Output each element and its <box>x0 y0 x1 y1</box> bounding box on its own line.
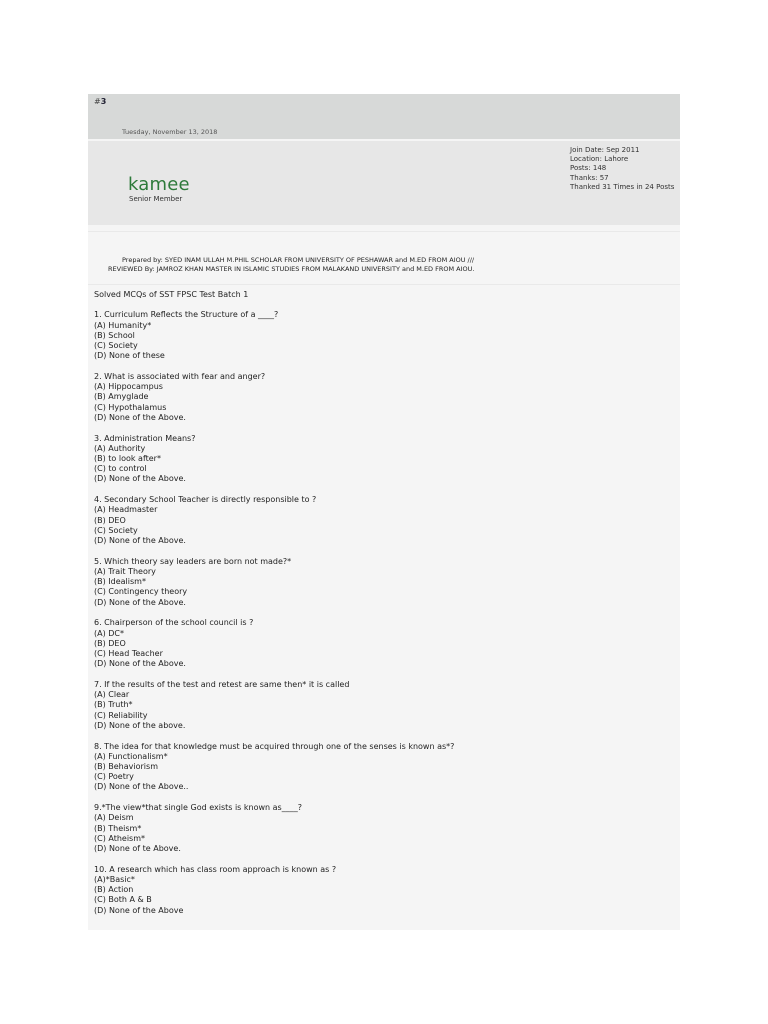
answer-option: (B) DEO <box>94 638 126 648</box>
question-item <box>94 742 674 793</box>
user-stats <box>570 146 674 192</box>
reviewed-by: REVIEWED By: JAMROZ KHAN MASTER IN ISLAMIC STUDIES FROM MALAKAND UNIVERSITY and M.ED FROM AIOU. <box>108 265 475 273</box>
question-text: 2. What is associated with fear and anger? <box>94 372 266 381</box>
answer-option: (B) to look after* <box>94 454 161 464</box>
question-text: 10. A research which has class room approach is known as ? <box>94 864 337 874</box>
answer-option: (D) None of the Above. <box>94 474 186 484</box>
question-text: 7. If the results of the test and retest are same then* it is called <box>94 680 350 690</box>
post-date: Tuesday, November 13, 2018 <box>122 128 218 136</box>
answer-option: (C) to control <box>94 464 147 474</box>
question-item <box>94 372 674 423</box>
question-item <box>94 434 674 485</box>
answer-option: (B) School <box>94 330 135 340</box>
answer-option: (C) Head Teacher <box>94 649 163 659</box>
answer-option: (D) None of the Above <box>94 905 184 915</box>
answer-option: (D) None of the Above. <box>94 536 186 546</box>
question-text: 6. Chairperson of the school council is ? <box>94 618 254 628</box>
answer-option: (A) Hippocampus <box>94 382 163 392</box>
forum-post <box>88 94 680 930</box>
answer-option: (C) Society <box>94 341 138 350</box>
answer-option: (D) None of the above. <box>94 720 186 730</box>
answer-option: (C) Contingency theory <box>94 587 188 597</box>
divider <box>88 231 680 232</box>
answer-option: (A) Humanity* <box>94 320 152 330</box>
question-item <box>94 680 674 731</box>
answer-option: (A)*Basic* <box>94 875 135 885</box>
answer-option: (A) Headmaster <box>94 505 158 515</box>
post-credits <box>108 256 668 274</box>
answer-option: (A) Trait Theory <box>94 567 156 577</box>
answer-option: (D) None of these <box>94 351 165 361</box>
answer-option: (B) Behaviorism <box>94 762 158 772</box>
question-item <box>94 495 674 546</box>
answer-option: (A) Clear <box>94 690 130 700</box>
question-item <box>94 618 674 669</box>
prepared-by: Prepared by: SYED INAM ULLAH M.PHIL SCHOLAR FROM UNIVERSITY OF PESHAWAR and M.ED FROM AIOU /// <box>122 256 475 264</box>
question-text: 9.*The view*that single God exists is known as____? <box>94 803 302 813</box>
question-text: 1. Curriculum Reflects the Structure of a ____? <box>94 310 279 320</box>
answer-option: (A) Functionalism* <box>94 751 168 761</box>
answer-option: (A) Deism <box>94 813 134 823</box>
answer-option: (A) DC* <box>94 628 125 638</box>
answer-option: (B) Theism* <box>94 823 142 833</box>
location: Location: Lahore <box>570 155 629 164</box>
question-text: 5. Which theory say leaders are born not made?* <box>94 556 292 566</box>
answer-option: (C) Atheism* <box>94 833 146 843</box>
answer-option: (C) Society <box>94 525 138 535</box>
divider <box>88 284 680 285</box>
question-item <box>94 865 674 916</box>
answer-option: (D) None of te Above. <box>94 844 181 854</box>
answer-option: (D) None of the Above. <box>94 597 186 607</box>
answer-option: (B) Idealism* <box>94 577 146 587</box>
question-text: 4. Secondary School Teacher is directly responsible to ? <box>94 495 317 505</box>
posts-count: Posts: 148 <box>570 164 607 173</box>
answer-option: (A) Authority <box>94 443 146 453</box>
answer-option: (B) Action <box>94 885 134 895</box>
user-title: Senior Member <box>129 195 183 203</box>
answer-option: (C) Hypothalamus <box>94 402 167 412</box>
content-heading: Solved MCQs of SST FPSC Test Batch 1 <box>94 290 249 299</box>
post-number-value[interactable]: 3 <box>100 97 107 106</box>
username-link[interactable]: kamee <box>128 174 190 195</box>
post-number-prefix: # <box>94 97 101 106</box>
question-text: 8. The idea for that knowledge must be acquired through one of the senses is known as*? <box>94 741 455 751</box>
question-item <box>94 557 674 608</box>
answer-option: (B) DEO <box>94 515 126 525</box>
answer-option: (C) Both A & B <box>94 895 152 905</box>
answer-option: (C) Reliability <box>94 710 148 720</box>
answer-option: (D) None of the Above. <box>94 659 186 669</box>
question-text: 3. Administration Means? <box>94 433 196 443</box>
user-info-bar <box>88 141 680 225</box>
question-item <box>94 803 674 854</box>
thanks-count: Thanks: 57 <box>570 173 609 182</box>
question-list <box>94 310 674 916</box>
post-header <box>88 94 680 139</box>
answer-option: (B) Truth* <box>94 700 133 710</box>
answer-option: (B) Amyglade <box>94 392 149 402</box>
answer-option: (D) None of the Above. <box>94 412 186 422</box>
thanked-count: Thanked 31 Times in 24 Posts <box>570 182 675 191</box>
answer-option: (D) None of the Above.. <box>94 782 189 792</box>
post-number[interactable] <box>94 97 106 106</box>
answer-option: (C) Poetry <box>94 772 134 782</box>
join-date: Join Date: Sep 2011 <box>570 146 640 154</box>
question-item <box>94 310 674 361</box>
post-content <box>94 290 674 926</box>
